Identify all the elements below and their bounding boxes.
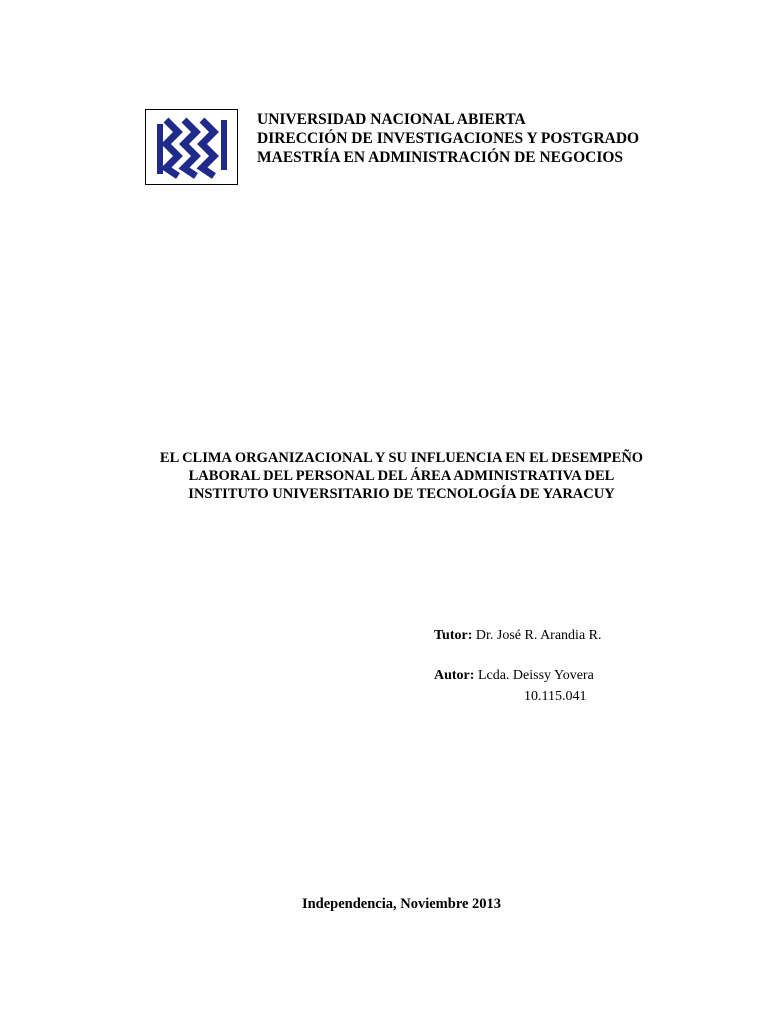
logo-stripe: [184, 120, 196, 176]
program-name: MAESTRÍA EN ADMINISTRACIÓN DE NEGOCIOS: [257, 149, 624, 166]
thesis-title: [100, 449, 703, 503]
institution-header: [257, 110, 639, 167]
una-logo-icon: [146, 110, 237, 184]
department-name: DIRECCIÓN DE INVESTIGACIONES Y POSTGRADO: [257, 130, 640, 147]
author-label: Autor:: [434, 668, 475, 683]
thesis-title-line: INSTITUTO UNIVERSITARIO DE TECNOLOGÍA DE YARACUY: [188, 486, 615, 502]
author-id-number: 10.115.041: [524, 689, 587, 704]
thesis-title-line: LABORAL DEL PERSONAL DEL ÁREA ADMINISTRATIVA DEL: [188, 468, 615, 484]
tutor-name: Dr. José R. Arandia R.: [475, 628, 602, 643]
author-line: [434, 667, 594, 685]
university-name: UNIVERSIDAD NACIONAL ABIERTA: [257, 111, 526, 128]
thesis-title-line: EL CLIMA ORGANIZACIONAL Y SU INFLUENCIA EN EL DESEMPEÑO: [159, 450, 644, 466]
logo-stripe: [202, 120, 214, 176]
place-and-date: Independencia, Noviembre 2013: [301, 896, 502, 912]
author-name: Lcda. Deissy Yovera: [477, 668, 594, 683]
tutor-label: Tutor:: [434, 628, 473, 643]
logo-stripe: [166, 120, 178, 176]
university-logo: [145, 109, 238, 185]
tutor-line: [434, 627, 602, 645]
